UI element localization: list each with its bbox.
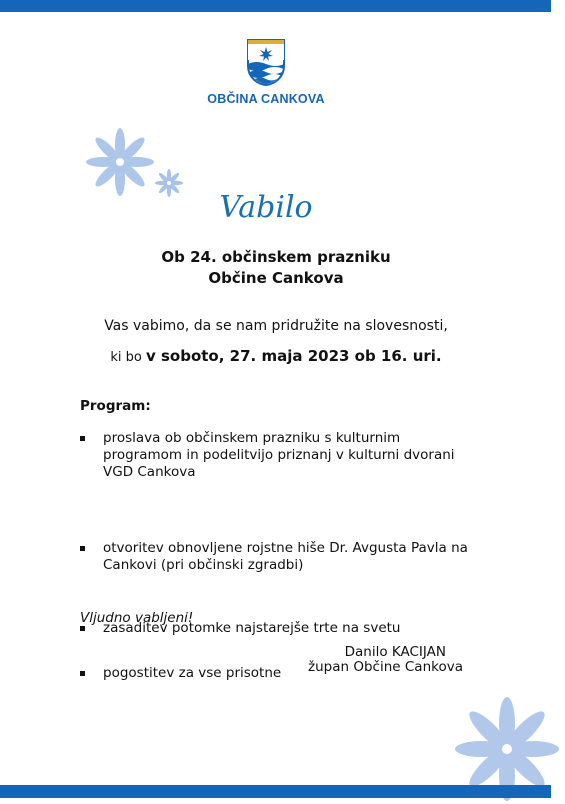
event-date: v soboto, 27. maja 2023 ob 16. uri. <box>145 347 442 365</box>
signatory-name: Danilo KACIJAN <box>344 644 446 660</box>
program-heading: Program: <box>80 398 151 414</box>
program-item-text: proslava ob občinskem prazniku s kulturnim programom in podelitvijo priznanj v kulturni dvorani VGD Cankova <box>103 430 455 480</box>
flower-decoration-icon <box>84 126 156 198</box>
bullet-icon <box>80 671 85 676</box>
closing-text: Vljudno vabljeni! <box>80 610 194 626</box>
program-item-text: zasaditev potomke najstarejše trte na svetu <box>103 620 401 636</box>
coat-of-arms-logo <box>246 38 286 86</box>
invitation-title: Vabilo <box>219 190 313 225</box>
bullet-icon <box>80 546 85 551</box>
top-border-bar <box>0 0 551 12</box>
event-date-line <box>0 347 552 365</box>
organization-name: OBČINA CANKOVA <box>207 92 325 106</box>
bullet-icon <box>80 626 85 631</box>
occasion-line-2: Občine Cankova <box>208 269 344 287</box>
program-item <box>80 430 480 481</box>
bottom-border-bar <box>0 785 551 798</box>
signatory-role: župan Občine Cankova <box>308 659 463 675</box>
program-item <box>80 540 480 574</box>
program-item-text: pogostitev za vse prisotne <box>103 665 282 681</box>
bullet-icon <box>80 436 85 441</box>
invitation-text: Vas vabimo, da se nam pridružite na slovesnosti, <box>104 318 448 334</box>
program-item-text: otvoritev obnovljene rojstne hiše Dr. Avgusta Pavla na Cankovi (pri občinski zgradbi) <box>103 540 468 573</box>
occasion-line-1: Ob 24. občinskem prazniku <box>161 248 391 266</box>
event-date-prefix: ki bo <box>110 350 142 365</box>
